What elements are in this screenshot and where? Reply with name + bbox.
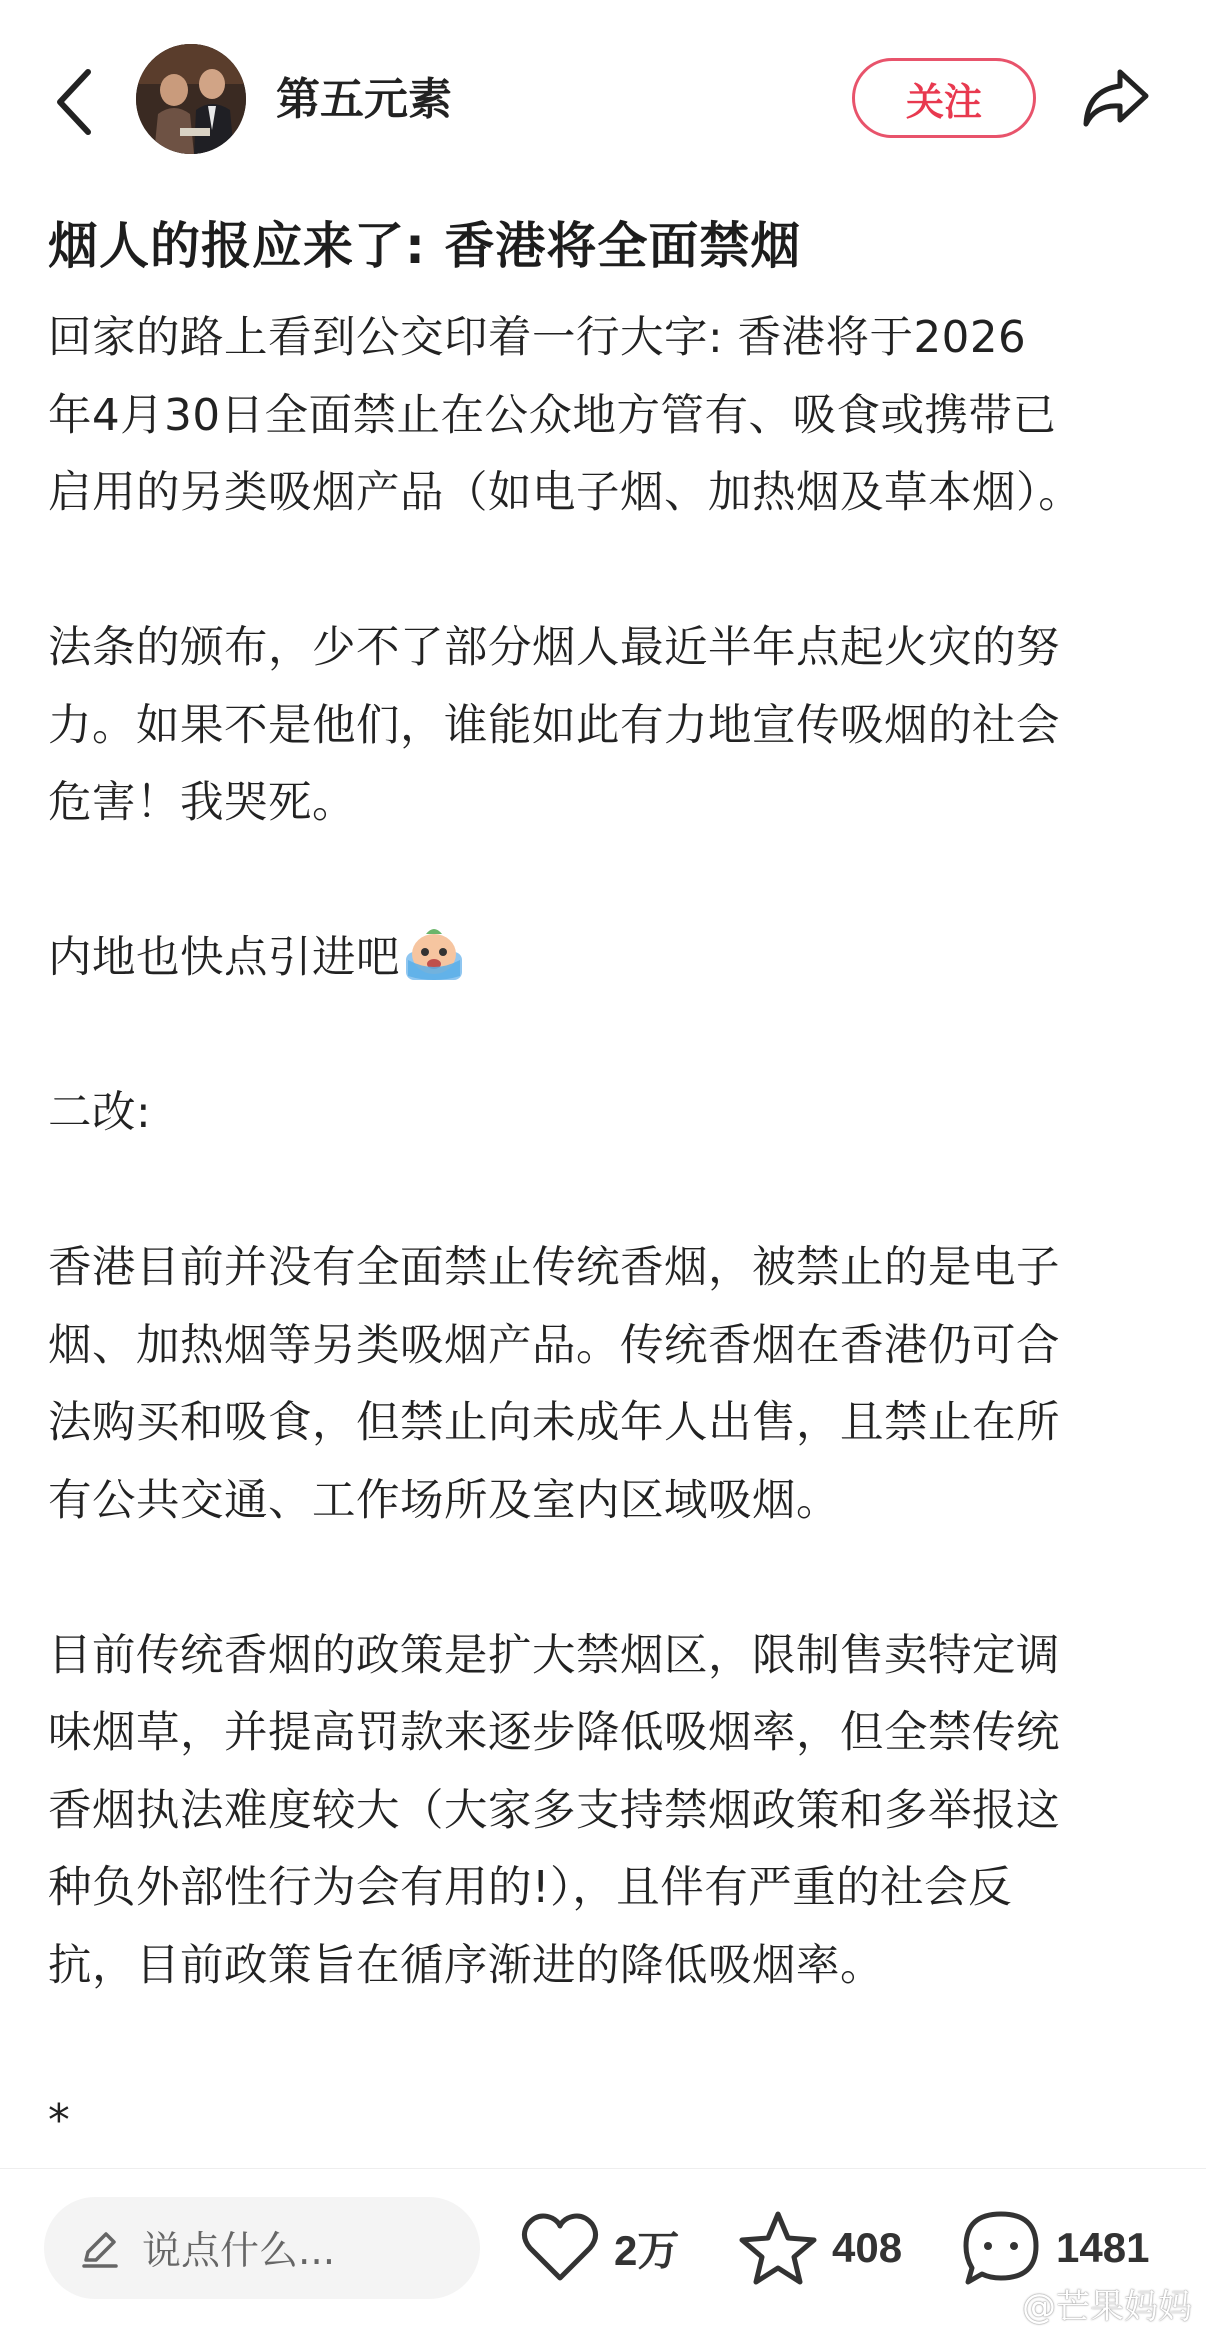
- back-button[interactable]: [48, 62, 104, 142]
- favorite-count: 408: [832, 2224, 903, 2271]
- like-count: 2万: [614, 2227, 680, 2274]
- post-header: [0, 0, 1206, 200]
- follow-button[interactable]: 关注: [852, 58, 1036, 138]
- watermark: @芒果妈妈: [1022, 2287, 1192, 2327]
- post-body: [48, 300, 1178, 2160]
- post-title: 烟人的报应来了: 香港将全面禁烟: [48, 217, 802, 275]
- paragraph: 目前传统香烟的政策是扩大禁烟区，限制售卖特定调 味烟草，并提高罚款来逐步降低吸烟率，但全禁传统 香烟执法难度较大（大家多支持禁烟政策和多举报这 种负外部性行为会有用的!），且伴有严重的社会反 抗，目前政策旨在循序渐进的降低吸烟率。: [48, 1630, 1060, 1991]
- paragraph: 法条的颁布，少不了部分烟人最近半年点起火灾的努 力。如果不是他们，谁能如此有力地宣传吸烟的社会 危害！我哭死。: [48, 623, 1060, 828]
- author-name[interactable]: 第五元素: [276, 74, 452, 125]
- comment-count: 1481: [1056, 2224, 1150, 2271]
- avatar-image: [136, 44, 246, 154]
- crying-emoji-icon: [404, 926, 464, 982]
- star-icon: [738, 2210, 818, 2286]
- share-icon: [1080, 62, 1152, 134]
- like-button[interactable]: [520, 2197, 679, 2299]
- paragraph: 回家的路上看到公交印着一行大字: 香港将于2026 年4月30日全面禁止在公众地方管有、吸食或携带已 启用的另类吸烟产品（如电子烟、加热烟及草本烟）。: [48, 313, 1083, 518]
- comment-bubble-icon: [960, 2208, 1042, 2288]
- paragraph-text: 内地也快点引进吧: [48, 933, 400, 983]
- paragraph: 二改:: [48, 1088, 152, 1138]
- share-button[interactable]: [1080, 62, 1152, 134]
- heart-icon: [520, 2212, 600, 2284]
- favorite-button[interactable]: [738, 2197, 902, 2299]
- avatar[interactable]: [136, 44, 246, 154]
- pencil-icon: [78, 2226, 122, 2270]
- paragraph: *: [48, 2095, 71, 2146]
- paragraph: 香港目前并没有全面禁止传统香烟，被禁止的是电子 烟、加热烟等另类吸烟产品。传统香烟在香港仍可合 法购买和吸食，但禁止向未成年人出售，且禁止在所 有公共交通、工作场所及室内区域吸烟。: [48, 1243, 1060, 1526]
- paragraph-with-emoji: [48, 920, 1178, 998]
- comment-placeholder: 说点什么...: [142, 2229, 336, 2274]
- bottom-action-bar: [0, 2168, 1206, 2328]
- comment-input[interactable]: [44, 2197, 480, 2299]
- chevron-left-icon: [48, 62, 104, 142]
